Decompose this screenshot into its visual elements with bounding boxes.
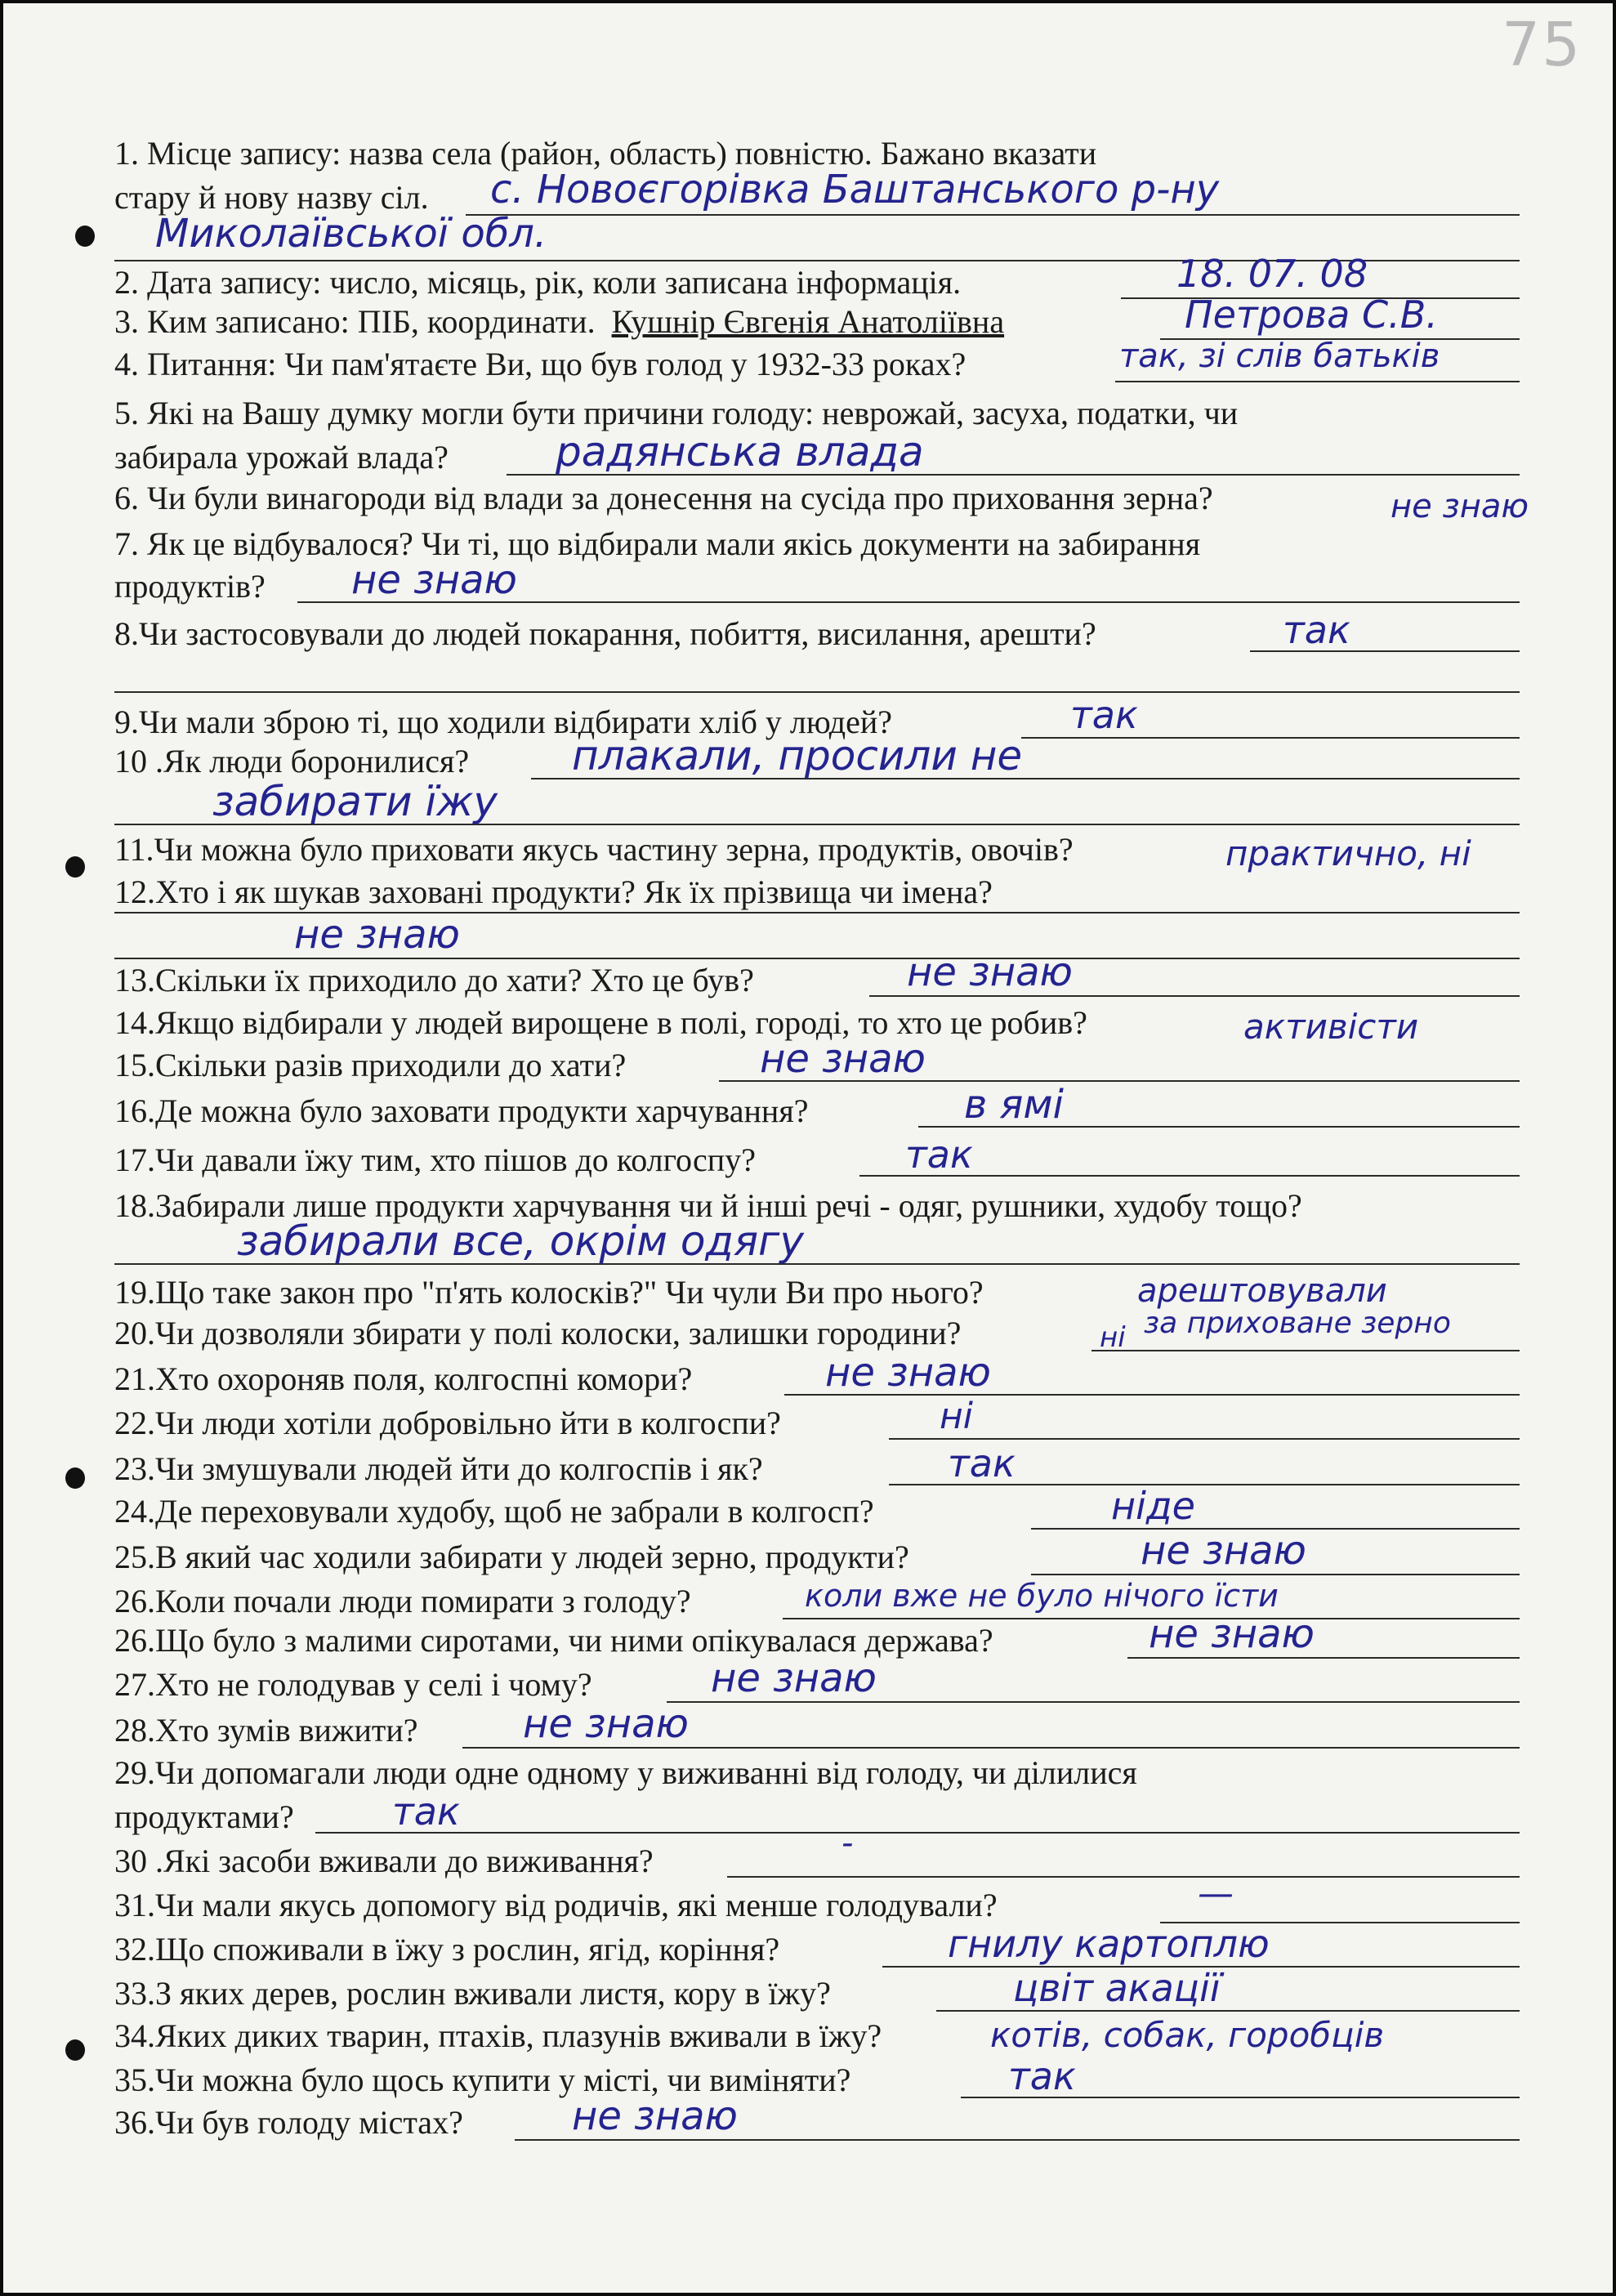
question-9: 9.Чи мали зброю ті, що ходили відбирати хліб у людей?	[114, 704, 893, 740]
answer-8: так	[1283, 608, 1350, 652]
punch-hole-1	[75, 226, 95, 247]
question-34: 34.Яких диких тварин, птахів, плазунів вживали в їжу?	[114, 2017, 882, 2054]
answer-20-a: ні	[1100, 1321, 1126, 1354]
answer-line-29	[315, 1832, 1520, 1834]
question-26-b: 26.Що було з малими сиротами, чи ними опікувалася держава?	[114, 1622, 993, 1659]
answer-line-8b	[114, 691, 1520, 693]
answer-29: так	[392, 1789, 460, 1834]
question-8: 8.Чи застосовували до людей покарання, побиття, висилання, арешти?	[114, 615, 1096, 652]
answer-17: так	[905, 1132, 973, 1177]
answer-line-28	[462, 1747, 1520, 1749]
answer-10-part-1: плакали, просили не	[572, 732, 1023, 779]
question-2: 2. Дата запису: число, місяць, рік, коли записана інформація.	[114, 264, 962, 301]
answer-5: радянська влада	[556, 428, 924, 476]
answer-line-36	[515, 2139, 1520, 2141]
answer-31: —	[1198, 1873, 1234, 1914]
answer-14: активісти	[1243, 1007, 1419, 1047]
answer-line-12b	[114, 958, 1520, 959]
answer-23: так	[948, 1441, 1016, 1485]
answer-36: не знаю	[572, 2093, 738, 2139]
answer-35: так	[1008, 2054, 1076, 2098]
answer-20-b: за приховане зерно	[1144, 1307, 1451, 1340]
question-23: 23.Чи змушували людей йти до колгоспів і як?	[114, 1450, 763, 1487]
question-13: 13.Скільки їх приходило до хати? Хто це був?	[114, 962, 754, 998]
answer-line-26b	[1127, 1657, 1520, 1659]
punch-hole-4	[65, 2039, 85, 2061]
question-35: 35.Чи можна було щось купити у місті, чи виміняти?	[114, 2061, 851, 2098]
answer-line-4	[1115, 381, 1520, 382]
answer-18: забирали все, окрім одягу	[237, 1217, 804, 1265]
punch-hole-3	[65, 1467, 85, 1489]
question-36: 36.Чи був голоду містах?	[114, 2104, 463, 2141]
question-20: 20.Чи дозволяли збирати у полі колоски, залишки городини?	[114, 1315, 962, 1351]
question-31: 31.Чи мали якусь допомогу від родичів, які менше голодували?	[114, 1887, 998, 1923]
question-1-line-2: стару й нову назву сіл.	[114, 179, 429, 216]
answer-7: не знаю	[351, 557, 517, 603]
punch-hole-2	[65, 856, 85, 878]
question-5-line-2: забирала урожай влада?	[114, 439, 449, 476]
question-33: 33.З яких дерев, рослин вживали листя, кору в їжу?	[114, 1975, 831, 2012]
answer-24: ніде	[1111, 1484, 1195, 1528]
answer-26-b: не знаю	[1149, 1611, 1315, 1657]
answer-12: не знаю	[294, 912, 460, 958]
answer-line-25	[1031, 1574, 1520, 1575]
question-3-label: 3. Ким записано: ПІБ, координати.	[114, 303, 596, 340]
answer-13: не знаю	[907, 949, 1073, 995]
question-22: 22.Чи люди хотіли добровільно йти в колгоспи?	[114, 1405, 781, 1441]
question-3-recorder: Кушнір Євгенія Анатоліївна	[611, 303, 1005, 340]
question-12: 12.Хто і як шукав заховані продукти? Як їх прізвища чи імена?	[114, 873, 993, 910]
answer-11: практично, ні	[1225, 833, 1471, 873]
answer-2: 18. 07. 08	[1176, 252, 1368, 296]
answer-15: не знаю	[760, 1036, 926, 1082]
question-25: 25.В який час ходили забирати у людей зерно, продукти?	[114, 1539, 909, 1575]
question-28: 28.Хто зумів вижити?	[114, 1712, 418, 1749]
question-29-line-1: 29.Чи допомагали люди одне одному у виживанні від голоду, чи ділилися	[114, 1754, 1137, 1791]
question-10: 10 .Як люди боронилися?	[114, 743, 470, 779]
question-29-line-2: продуктами?	[114, 1798, 294, 1835]
question-14: 14.Якщо відбирали у людей вирощене в полі, городі, то хто це робив?	[114, 1004, 1087, 1041]
question-7-line-2: продуктів?	[114, 568, 266, 605]
question-3	[114, 303, 1005, 340]
page-number: 75	[1502, 10, 1583, 80]
question-5-line-1: 5. Які на Вашу думку могли бути причини голоду: неврожай, засуха, податки, чи	[114, 395, 1239, 431]
answer-26-a: коли вже не було нічого їсти	[805, 1578, 1279, 1614]
answer-27: не знаю	[711, 1655, 877, 1701]
answer-9: так	[1070, 693, 1138, 737]
answer-1-part-2: Миколаївської обл.	[155, 211, 547, 257]
question-18: 18.Забирали лише продукти харчування чи й інші речі - одяг, рушники, худобу тощо?	[114, 1187, 1302, 1224]
question-15: 15.Скільки разів приходили до хати?	[114, 1047, 627, 1083]
answer-25: не знаю	[1141, 1528, 1306, 1574]
answer-22: ні	[940, 1396, 973, 1437]
question-21: 21.Хто охороняв поля, колгоспні комори?	[114, 1360, 693, 1397]
question-16: 16.Де можна було заховати продукти харчування?	[114, 1092, 809, 1129]
question-19: 19.Що таке закон про "п'ять колосків?" Чи чули Ви про нього?	[114, 1274, 984, 1311]
answer-34: котів, собак, горобців	[990, 2015, 1385, 2055]
answer-21: не знаю	[825, 1350, 991, 1396]
answer-32: гнилу картоплю	[948, 1922, 1270, 1966]
question-32: 32.Що споживали в їжу з рослин, ягід, коріння?	[114, 1931, 780, 1968]
answer-4: так, зі слів батьків	[1119, 337, 1440, 375]
answer-line-33	[936, 2010, 1520, 2012]
answer-19: арештовували	[1137, 1272, 1387, 1310]
answer-6: не знаю	[1391, 488, 1529, 525]
answer-line-1a	[466, 214, 1520, 216]
answer-line-27	[667, 1701, 1520, 1703]
answer-10-part-2: забирати їжу	[212, 778, 498, 825]
question-17: 17.Чи давали їжу тим, хто пішов до колгоспу?	[114, 1141, 756, 1178]
answer-line-22	[889, 1438, 1520, 1440]
answer-line-30	[727, 1876, 1520, 1878]
answer-16: в ямі	[964, 1082, 1064, 1128]
question-1-line-1: 1. Місце запису: назва села (район, область) повністю. Бажано вказати	[114, 135, 1097, 172]
answer-line-20	[1091, 1350, 1520, 1351]
question-26-a: 26.Коли почали люди помирати з голоду?	[114, 1583, 691, 1619]
answer-1-part-1: с. Новоєгорівка Баштанського р-ну	[490, 167, 1220, 212]
answer-33: цвіт акації	[1013, 1966, 1221, 2010]
question-11: 11.Чи можна було приховати якусь частину зерна, продуктів, овочів?	[114, 831, 1074, 868]
question-4: 4. Питання: Чи пам'ятаєте Ви, що був голод у 1932-33 роках?	[114, 346, 966, 382]
question-7-line-1: 7. Як це відбувалося? Чи ті, що відбирали мали якісь документи на забирання	[114, 525, 1201, 562]
answer-3: Петрова С.В.	[1185, 293, 1438, 337]
question-6: 6. Чи були винагороди від влади за донесення на сусіда про приховання зерна?	[114, 480, 1213, 516]
answer-28: не знаю	[523, 1701, 689, 1747]
question-30: 30 .Які засоби вживали до виживання?	[114, 1843, 654, 1879]
question-27: 27.Хто не голодував у селі і чому?	[114, 1666, 592, 1703]
answer-line-13	[869, 995, 1520, 997]
question-24: 24.Де переховували худобу, щоб не забрали в колгосп?	[114, 1493, 874, 1530]
answer-line-9	[1021, 737, 1520, 739]
answer-30: -	[841, 1825, 854, 1862]
